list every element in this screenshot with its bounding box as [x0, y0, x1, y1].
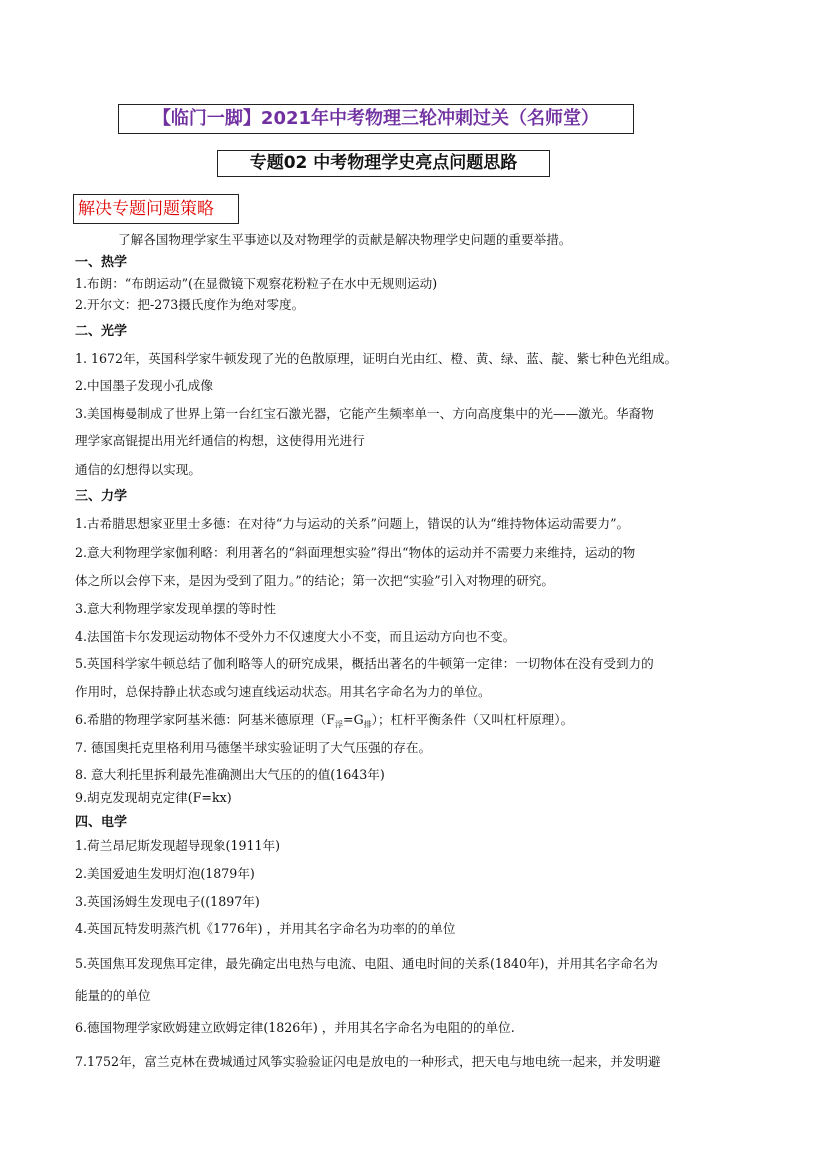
list-item: 体之所以会停下来，是因为受到了阻力。”的结论；第一次把“实验”引入对物理的研究。: [75, 573, 554, 588]
list-item: 7. 德国奥托克里格利用马德堡半球实验证明了大气压强的存在。: [75, 740, 432, 755]
list-item: 通信的幻想得以实现。: [75, 462, 201, 477]
list-item: 7.1752年，富兰克林在费城通过风筝实验验证闪电是放电的一种形式，把天电与地电统一起来，并发明避: [75, 1054, 661, 1069]
list-item: 作用时，总保持静止状态或匀速直线运动状态。用其名字命名为力的单位。: [75, 684, 491, 699]
buoyancy-subscript: 浮: [335, 720, 344, 729]
list-item: 5.英国焦耳发现焦耳定律，最先确定出电热与电流、电阻、通电时间的关系(1840年)，并用其名字命名为: [75, 956, 658, 971]
document-title: 【临门一脚】2021年中考物理三轮冲刺过关（名师堂）: [118, 104, 634, 134]
strategy-heading: 解决专题问题策略: [73, 194, 239, 224]
intro-paragraph: 了解各国物理学家生平事迹以及对物理学的贡献是解决物理学史问题的重要举措。: [118, 232, 572, 247]
list-item: 6.德国物理学家欧姆建立欧姆定律(1826年) ，并用其名字命名为电阻的的单位.: [75, 1020, 515, 1035]
list-item: 5.英国科学家牛顿总结了伽利略等人的研究成果，概括出著名的牛顿第一定律：一切物体在没有受到力的: [75, 656, 654, 671]
list-item: 3.英国汤姆生发现电子((1897年): [75, 894, 260, 909]
list-item: 8. 意大利托里拆利最先准确测出大气压的的值(1643年): [75, 767, 385, 782]
list-item: 理学家高锟提出用光纤通信的构想，这使得用光进行: [75, 433, 365, 448]
section-heading-optics: 二、光学: [75, 324, 128, 339]
list-item: 3.意大利物理学家发现单摆的等时性: [75, 601, 276, 616]
section-heading-electric: 四、电学: [75, 815, 128, 830]
archimedes-prefix: 6.希腊的物理学家阿基米德：阿基米德原理（F: [75, 712, 336, 727]
list-item: 2.美国爱迪生发明灯泡(1879年): [75, 866, 255, 881]
list-item: 能量的的单位: [75, 988, 151, 1003]
archimedes-suffix: ）；杠杆平衡条件（又叫杠杆原理）。: [371, 712, 574, 727]
list-item-archimedes: [75, 712, 765, 733]
list-item: 2.意大利物理学家伽利略：利用著名的“斜面理想实验”得出“物体的运动并不需要力来维持，运动的物: [75, 545, 636, 560]
list-item: 4.英国瓦特发明蒸汽机《1776年) ，并用其名字命名为功率的的单位: [75, 921, 456, 936]
list-item: 1.布朗：“布朗运动”(在显微镜下观察花粉粒子在水中无规则运动): [75, 276, 438, 291]
list-item: 2.开尔文：把-273摄氏度作为绝对零度。: [75, 297, 305, 312]
list-item: 1. 1672年，英国科学家牛顿发现了光的色散原理，证明白光由红、橙、黄、绿、蓝、靛、紫七种色光组成。: [75, 351, 678, 366]
section-heading-heat: 一、热学: [75, 255, 128, 270]
topic-subtitle: 专题02 中考物理学史亮点问题思路: [217, 150, 550, 177]
list-item: 1.古希腊思想家亚里士多德：在对待“力与运动的关系”问题上，错误的认为“维持物体运动需要力”。: [75, 516, 630, 531]
archimedes-middle: =G: [343, 712, 364, 727]
list-item: 2.中国墨子发现小孔成像: [75, 378, 213, 393]
displaced-subscript: 排: [363, 720, 372, 729]
list-item: 3.美国梅曼制成了世界上第一台红宝石激光器，它能产生频率单一、方向高度集中的光——激光。华裔物: [75, 406, 654, 421]
list-item: 1.荷兰昂尼斯发现超导现象(1911年): [75, 838, 281, 853]
section-heading-mechanics: 三、力学: [75, 489, 128, 504]
list-item: 9.胡克发现胡克定律(F=kx): [75, 790, 232, 805]
list-item: 4.法国笛卡尔发现运动物体不受外力不仅速度大小不变，而且运动方向也不变。: [75, 629, 516, 644]
